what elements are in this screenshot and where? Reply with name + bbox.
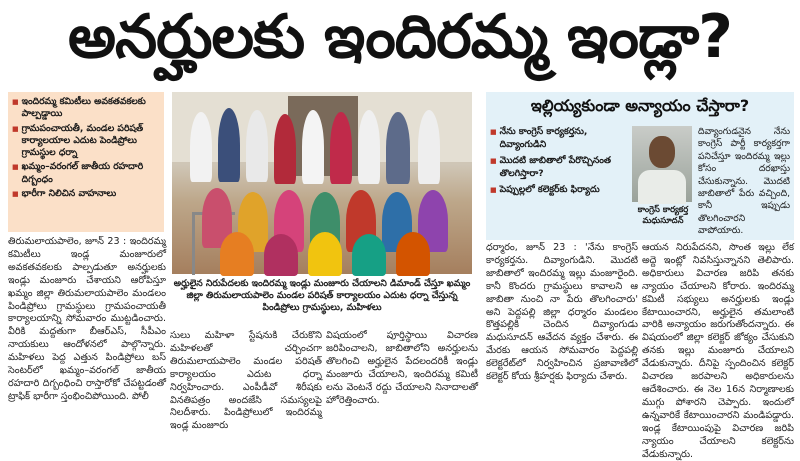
highlight-text: భారీగా నిలిచిన వాహనాలు: [21, 188, 117, 200]
person-figure: [352, 234, 386, 276]
highlight-text: ఖమ్మం–వరంగల్ జాతీయ రహదారి దిగ్బంధం: [21, 161, 144, 185]
person-figure: [246, 110, 268, 182]
photo-caption: అర్హులైన నిరుపేదలకు ఇందిరమ్మ ఇండ్లు మంజూరు చేయాలని డిమాండ్ చేస్తూ ఖమ్మం జిల్లా తిరుమలాయపాలెం మండల పరిషత్ కార్యాలయం ఎదుట ధర్నా చేస్తున్న పిండిప్రోలు గ్రామస్థులు, మహిళలు: [173, 278, 471, 314]
highlight-item: [12, 96, 160, 121]
sidebar-bullet-item: [490, 155, 628, 180]
bullet-icon: ■: [12, 124, 19, 133]
bullet-icon: ■: [490, 157, 497, 165]
protest-photo: [172, 92, 472, 274]
person-figure: [330, 112, 352, 184]
highlights-box: [8, 92, 164, 232]
sidebar-story-title: ఇల్లియ్యకుండా అన్యాయం చేస్తారా?: [530, 96, 750, 115]
sidebar-story-box: [486, 92, 794, 240]
person-figure: [418, 110, 440, 184]
person-figure: [190, 112, 212, 182]
highlight-text: ఇందిరమ్మ కమిటీలు అవకతవకలకు పాల్పడ్డాయి: [21, 96, 146, 120]
person-figure: [218, 108, 240, 182]
portrait-photo: [632, 126, 692, 202]
sidebar-story-text: దివ్యాంగుడనైన నేను కాంగ్రెస్ పార్టీ కార్యకర్తగా పనిచేస్తూ ఇందిరమ్మ ఇల్లు కోసం దరఖాస్తు చేసుకున్నాను. మొదటి జాబితాలో పేరు వచ్చింది, కానీ ఇప్పుడు తొలగించారని వాపోయారు.: [698, 126, 790, 237]
article-body-right-1: ధర్మారం, జూన్ 23 : 'నేను కాంగ్రెస్ కార్యకర్తను. దివ్యాంగుడిని. మొదటి జాబితాలో ఇందిరమ్మ ఇల్లు మంజూరైంది. కానీ కొందరు గ్రామస్థులు కావాలని ఆ జాబితా నుంచి నా పేరు తొలగించారు' అని పెద్దపల్లి జిల్లా ధర్మారం మండలం కొత్తపల్లికి చెందిన దివ్యాంగుడు మధుసూదన్ ఆవేదన వ్యక్తం చేశారు. ఈ మేరకు ఆయన సోమవారం పెద్దపల్లి కలెక్టరేట్‌లో నిర్వహించిన ప్రజావాణిలో కలెక్టర్ కోయ శ్రీహర్షకు ఫిర్యాదు చేశారు.: [486, 242, 638, 383]
sidebar-bullet-item: [490, 126, 628, 151]
portrait-face: [649, 136, 675, 168]
bullet-icon: ■: [490, 128, 497, 136]
highlight-text: గ్రామపంచాయతీ, మండల పరిషత్ కార్యాలయాల ఎదుట పెండిప్రోలు గ్రామస్థుల ధర్నా: [21, 122, 144, 159]
person-figure: [386, 112, 410, 184]
bullet-icon: ■: [490, 186, 497, 194]
article-body-mid-1: సులు మహిళా స్టేషనుకి చేరుకొని మహిళలతో చర్చించగా తిరుమలాయపాలెం మండల పరిషత్ కార్యాలయం ఎదుట ధర్నా నిర్వహించారు. ఎంపీడీవో శిరీషకు వినతిపత్రం అందజేసి సమస్యలపై నిలదీశారు. పిండిప్రోలులో ఇందిరమ్మ ఇండ్ల మంజూరు: [170, 330, 322, 432]
portrait-caption: కాంగ్రెస్ కార్యకర్త మధుసూదన్: [637, 204, 689, 225]
sidebar-bullets: [490, 126, 628, 201]
headline: అనర్హులకు ఇందిరమ్మ ఇండ్లా?: [68, 2, 732, 72]
person-figure: [264, 234, 298, 276]
bullet-icon: ■: [12, 190, 19, 199]
article-body-right-2: ఆయన నిరుపేదనని, సొంత ఇల్లు లేక అద్దె ఇంట్లో నివసిస్తున్నానని తెలిపారు. అధికారులు విచారణ జరిపి తనకు న్యాయం చేయాలని కోరారు. ఇందిరమ్మ కమిటీ సభ్యులు అనర్హులకు ఇండ్లు కేటాయించారని, అర్హులైన తమలాంటి వారికి అన్యాయం జరుగుతోందన్నారు. ఈ విషయంలో జిల్లా కలెక్టర్ జోక్యం చేసుకుని తనకు ఇల్లు మంజూరు చేయాలని వేడుకున్నారు. దీనిపై స్పందించిన కలెక్టర్ విచారణ జరపాలని అధికారులను ఆదేశించారు. ఈ నెల 16న నిర్మాణాలకు ముగ్గు పోశారని చెప్పారు. ఇందులో ఉన్నవారికే కేటాయించారని మండిపడ్డారు. ఇండ్ల కేటాయింపుపై విచారణ జరిపి న్యాయం చేయాలని కలెక్టర్‌ను వేడుకున్నారు.: [642, 242, 794, 460]
sidebar-bullet-text: మొదటి జాబితాలో పేరొచ్చినంత తొలగిస్తారా?: [499, 155, 612, 179]
sidebar-bullet-item: [490, 184, 628, 197]
bullet-icon: ■: [12, 163, 19, 172]
highlight-item: [12, 123, 160, 160]
article-body-left: తిరుమలాయపాలెం, జూన్ 23 : ఇందిరమ్మ కమిటీలు ఇండ్ల మంజూరులో అవకతవకలకు పాల్పడుతూ అనర్హులకు ఇండ్లు మంజూరు చేశాయని ఆరోపిస్తూ ఖమ్మం జిల్లా తిరుమలాయపాలెం మండలం పిండిప్రోలు గ్రామస్థులు గ్రామపంచాయతీ కార్యాలయాన్ని సోమవారం ముట్టడించారు. వీరికి మద్దతుగా బీఆర్ఎస్, సీపీఎం నాయకులు ఆందోళనలో పాల్గొన్నారు. మహిళలు పెద్ద ఎత్తున పిండిప్రోలు బస్ సెంటర్‌లో ఖమ్మం–వరంగల్ జాతీయ రహదారి దిగ్బంధించి రాస్తారోకో చేపట్టడంతో ట్రాఫిక్ భారీగా స్తంభించిపోయింది. పోలీ: [8, 236, 166, 402]
portrait-shirt: [638, 170, 686, 204]
article-body-mid-2: విషయంలో పూర్తిస్థాయి విచారణ జరిపించాలని, జాబితాలోని అనర్హులను తొలగించి అర్హులైన పేదలందరికీ ఇండ్లు మంజూరు చేయాలని, ఇందిరమ్మ కమిటీ లను వెంటనే రద్దు చేయాలని నినాదాలతో హోరెత్తించారు.: [326, 330, 478, 406]
sidebar-bullet-text: పెప్పుల్లలో కలెక్టర్‌కు ఫిర్యాదు: [499, 184, 600, 195]
person-figure: [302, 110, 324, 184]
sidebar-bullet-text: నేను కాంగ్రెస్ కార్యకర్తను, దివ్యాంగుడిని: [499, 126, 588, 150]
person-figure: [396, 232, 430, 276]
highlight-item: [12, 161, 160, 186]
person-figure: [308, 232, 342, 276]
highlight-item: [12, 188, 160, 200]
person-figure: [274, 114, 296, 184]
person-figure: [220, 232, 254, 276]
bullet-icon: ■: [12, 98, 19, 106]
person-figure: [358, 110, 380, 184]
